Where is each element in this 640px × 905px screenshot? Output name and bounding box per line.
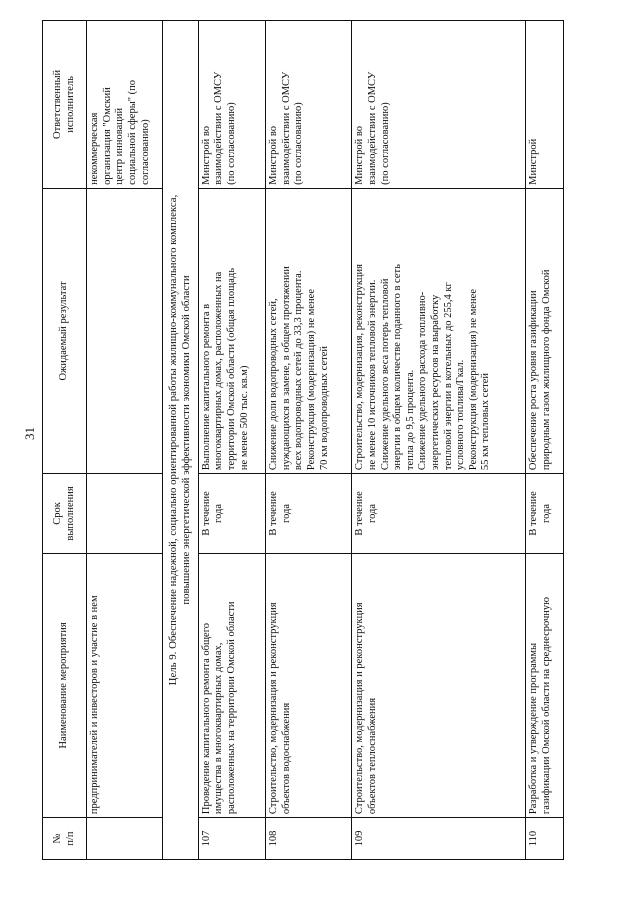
header-deadline: Срок выполнения — [43, 474, 87, 554]
header-responsible: Ответственный исполнитель — [43, 21, 87, 189]
cell-result: Обеспечение роста уровня газификации природным газом жилищного фонда Омской — [526, 188, 564, 473]
cell-responsible: некоммерческая организация "Омский центр инноваций социальной сферы" (по согласованию) — [87, 21, 163, 189]
cell-deadline: В течение года — [266, 474, 352, 554]
cell-responsible: Минстрой во взаимодействии с ОМСУ (по согласованию) — [266, 21, 352, 189]
cell-deadline: В течение года — [352, 474, 526, 554]
goal-row — [162, 21, 198, 860]
goal-heading: Цель 9. Обеспечение надежной, социально ориентированной работы жилищно-коммунального комплекса, повышение энергетической эффективности экономики Омской области — [162, 21, 198, 860]
measures-table-sheet — [42, 20, 564, 860]
cell-num: 110 — [526, 818, 564, 860]
cell-responsible: Минстрой — [526, 21, 564, 189]
cell-deadline — [87, 474, 163, 554]
header-name: Наименование мероприятия — [43, 553, 87, 817]
table-header-row — [43, 21, 87, 860]
table-row — [198, 21, 265, 860]
cell-result — [87, 188, 163, 473]
cell-num: 108 — [266, 818, 352, 860]
cell-result: Строительство, модернизация, реконструкция не менее 10 источников тепловой энергии. Снижение удельного веса потерь тепловой энергии в общем количестве поданного в сеть тепла до 9,5 процента. Снижение удельного расхода топливно- энергетических ресурсов на выработку тепловой энергии в котельных до 255,4 кг условного топлива/Гкал. Реконструкция (модернизация) не менее 55 км тепловых сетей — [352, 188, 526, 473]
header-num: № п/п — [43, 818, 87, 860]
table-row — [266, 21, 352, 860]
cell-deadline: В течение года — [526, 474, 564, 554]
measures-table — [42, 20, 564, 860]
table-row — [526, 21, 564, 860]
header-result: Ожидаемый результат — [43, 188, 87, 473]
cell-num: 107 — [198, 818, 265, 860]
cell-responsible: Минстрой во взаимодействии с ОМСУ (по согласованию) — [198, 21, 265, 189]
cell-deadline: В течение года — [198, 474, 265, 554]
cell-num — [87, 818, 163, 860]
cell-name: Строительство, модернизация и реконструкция объектов теплоснабжения — [352, 553, 526, 817]
table-row-continuation — [87, 21, 163, 860]
cell-num: 109 — [352, 818, 526, 860]
cell-name: Проведение капитального ремонта общего имущества в многоквартирных домах, расположенных на территории Омской области — [198, 553, 265, 817]
cell-result: Выполнение капитального ремонта в многоквартирных домах, расположенных на территории Омской области (общая площадь не менее 500 тыс. кв.м) — [198, 188, 265, 473]
cell-name: Разработка и утверждение программы газификации Омской области на среднесрочную — [526, 553, 564, 817]
page-number: 31 — [22, 427, 37, 440]
cell-name: предпринимателей и инвесторов и участие в нем — [87, 553, 163, 817]
cell-responsible: Минстрой во взаимодействии с ОМСУ (по согласованию) — [352, 21, 526, 189]
table-row — [352, 21, 526, 860]
cell-name: Строительство, модернизация и реконструкция объектов водоснабжения — [266, 553, 352, 817]
cell-result: Снижение доли водопроводных сетей, нуждающихся в замене, в общем протяжении всех водопроводных сетей до 33,3 процента. Реконструкция (модернизация) не менее 70 км водопроводных сетей — [266, 188, 352, 473]
